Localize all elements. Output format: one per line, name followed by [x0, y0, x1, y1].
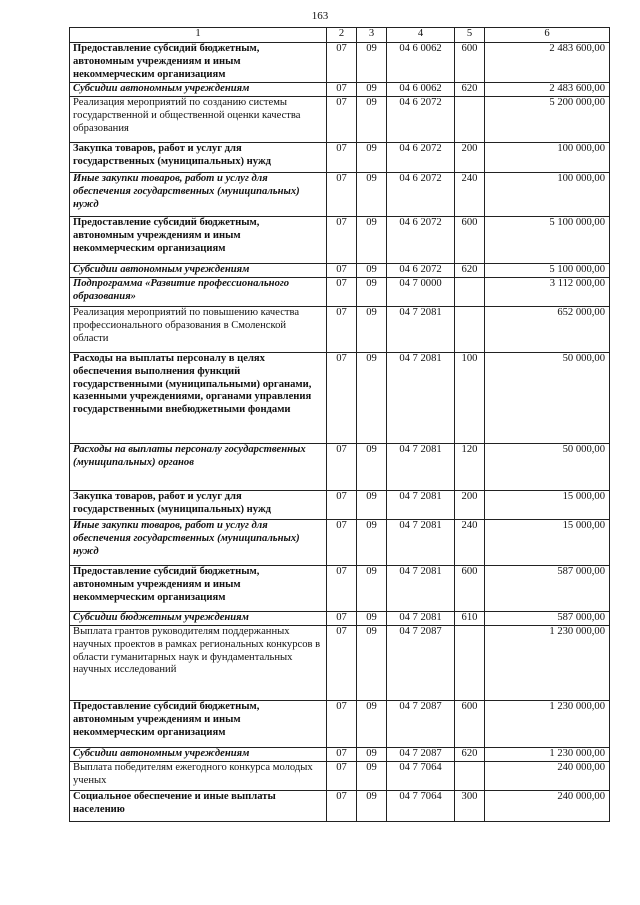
section-cell: 07	[327, 83, 357, 97]
amount-cell: 240 000,00	[485, 791, 610, 822]
row-name-cell: Иные закупки товаров, работ и услуг для обеспечения государственных (муниципальных) нужд	[70, 173, 327, 217]
amount-cell: 3 112 000,00	[485, 278, 610, 307]
expense-type-cell: 100	[455, 353, 485, 444]
amount-cell: 5 100 000,00	[485, 217, 610, 264]
target-code-cell: 04 7 2081	[387, 444, 455, 491]
expense-type-cell: 240	[455, 173, 485, 217]
target-code-cell: 04 7 0000	[387, 278, 455, 307]
subsection-cell: 09	[357, 173, 387, 217]
subsection-cell: 09	[357, 278, 387, 307]
row-name-cell: Предоставление субсидий бюджетным, автономным учреждениям и иным некоммерческим организациям	[70, 43, 327, 83]
target-code-cell: 04 6 2072	[387, 217, 455, 264]
table-row	[70, 444, 610, 491]
amount-cell: 587 000,00	[485, 612, 610, 626]
target-code-cell: 04 7 2087	[387, 626, 455, 701]
section-cell: 07	[327, 520, 357, 566]
amount-cell: 2 483 600,00	[485, 83, 610, 97]
subsection-cell: 09	[357, 444, 387, 491]
subsection-cell: 09	[357, 791, 387, 822]
subsection-cell: 09	[357, 491, 387, 520]
table-row	[70, 143, 610, 173]
table-row	[70, 701, 610, 748]
section-cell: 07	[327, 173, 357, 217]
row-name-cell: Выплата грантов руководителям поддержанных научных проектов в рамках региональных конкурсов в области гуманитарных наук и фундаментальных научных исследований	[70, 626, 327, 701]
section-cell: 07	[327, 791, 357, 822]
target-code-cell: 04 6 0062	[387, 43, 455, 83]
table-row	[70, 97, 610, 143]
row-name-cell: Реализация мероприятий по повышению качества профессионального образования в Смоленской области	[70, 307, 327, 353]
expense-type-cell: 600	[455, 566, 485, 612]
target-code-cell: 04 7 2087	[387, 701, 455, 748]
column-header: 1	[70, 28, 327, 43]
amount-cell: 5 100 000,00	[485, 264, 610, 278]
subsection-cell: 09	[357, 701, 387, 748]
table-row	[70, 43, 610, 83]
amount-cell: 100 000,00	[485, 143, 610, 173]
table-row	[70, 264, 610, 278]
table-row	[70, 520, 610, 566]
subsection-cell: 09	[357, 143, 387, 173]
target-code-cell: 04 7 7064	[387, 791, 455, 822]
amount-cell: 100 000,00	[485, 173, 610, 217]
column-header: 2	[327, 28, 357, 43]
expense-type-cell: 600	[455, 217, 485, 264]
target-code-cell: 04 7 2087	[387, 748, 455, 762]
target-code-cell: 04 7 2081	[387, 612, 455, 626]
section-cell: 07	[327, 353, 357, 444]
section-cell: 07	[327, 566, 357, 612]
expense-type-cell	[455, 626, 485, 701]
row-name-cell: Субсидии автономным учреждениям	[70, 748, 327, 762]
section-cell: 07	[327, 491, 357, 520]
table-row	[70, 278, 610, 307]
table-row	[70, 566, 610, 612]
subsection-cell: 09	[357, 748, 387, 762]
subsection-cell: 09	[357, 520, 387, 566]
expense-type-cell: 200	[455, 143, 485, 173]
expense-type-cell: 240	[455, 520, 485, 566]
section-cell: 07	[327, 143, 357, 173]
section-cell: 07	[327, 264, 357, 278]
section-cell: 07	[327, 43, 357, 83]
section-cell: 07	[327, 626, 357, 701]
expense-type-cell: 620	[455, 264, 485, 278]
row-name-cell: Закупка товаров, работ и услуг для государственных (муниципальных) нужд	[70, 491, 327, 520]
expense-type-cell: 620	[455, 83, 485, 97]
amount-cell: 1 230 000,00	[485, 701, 610, 748]
target-code-cell: 04 7 7064	[387, 762, 455, 791]
table-row	[70, 353, 610, 444]
table-row	[70, 491, 610, 520]
row-name-cell: Субсидии автономным учреждениям	[70, 264, 327, 278]
amount-cell: 652 000,00	[485, 307, 610, 353]
table-row	[70, 612, 610, 626]
section-cell: 07	[327, 217, 357, 264]
target-code-cell: 04 7 2081	[387, 491, 455, 520]
row-name-cell: Предоставление субсидий бюджетным, автономным учреждениям и иным некоммерческим организациям	[70, 217, 327, 264]
subsection-cell: 09	[357, 264, 387, 278]
section-cell: 07	[327, 701, 357, 748]
amount-cell: 15 000,00	[485, 520, 610, 566]
expense-type-cell: 120	[455, 444, 485, 491]
target-code-cell: 04 7 2081	[387, 566, 455, 612]
subsection-cell: 09	[357, 626, 387, 701]
amount-cell: 50 000,00	[485, 353, 610, 444]
subsection-cell: 09	[357, 217, 387, 264]
amount-cell: 1 230 000,00	[485, 748, 610, 762]
amount-cell: 15 000,00	[485, 491, 610, 520]
section-cell: 07	[327, 762, 357, 791]
expense-type-cell: 620	[455, 748, 485, 762]
row-name-cell: Расходы на выплаты персоналу в целях обеспечения выполнения функций государственными (муниципальными) органами, казенными учреждениями, органами управления государственными внебюджетными фондами	[70, 353, 327, 444]
expense-type-cell: 600	[455, 43, 485, 83]
target-code-cell: 04 6 2072	[387, 97, 455, 143]
section-cell: 07	[327, 444, 357, 491]
table-row	[70, 626, 610, 701]
amount-cell: 50 000,00	[485, 444, 610, 491]
expense-type-cell: 600	[455, 701, 485, 748]
target-code-cell: 04 6 0062	[387, 83, 455, 97]
target-code-cell: 04 6 2072	[387, 264, 455, 278]
section-cell: 07	[327, 612, 357, 626]
expense-type-cell: 610	[455, 612, 485, 626]
expense-type-cell	[455, 762, 485, 791]
table-body	[70, 43, 610, 822]
column-header: 4	[387, 28, 455, 43]
target-code-cell: 04 7 2081	[387, 520, 455, 566]
subsection-cell: 09	[357, 97, 387, 143]
page-number: 163	[311, 10, 329, 22]
section-cell: 07	[327, 748, 357, 762]
expense-type-cell	[455, 97, 485, 143]
row-name-cell: Субсидии бюджетным учреждениям	[70, 612, 327, 626]
table-row	[70, 791, 610, 822]
amount-cell: 1 230 000,00	[485, 626, 610, 701]
row-name-cell: Субсидии автономным учреждениям	[70, 83, 327, 97]
target-code-cell: 04 7 2081	[387, 353, 455, 444]
amount-cell: 587 000,00	[485, 566, 610, 612]
expense-type-cell	[455, 278, 485, 307]
amount-cell: 2 483 600,00	[485, 43, 610, 83]
subsection-cell: 09	[357, 612, 387, 626]
row-name-cell: Выплата победителям ежегодного конкурса молодых ученых	[70, 762, 327, 791]
row-name-cell: Предоставление субсидий бюджетным, автономным учреждениям и иным некоммерческим организациям	[70, 566, 327, 612]
section-cell: 07	[327, 307, 357, 353]
subsection-cell: 09	[357, 307, 387, 353]
target-code-cell: 04 6 2072	[387, 173, 455, 217]
row-name-cell: Реализация мероприятий по созданию системы государственной и общественной оценки качества образования	[70, 97, 327, 143]
expense-type-cell	[455, 307, 485, 353]
row-name-cell: Расходы на выплаты персоналу государственных (муниципальных) органов	[70, 444, 327, 491]
target-code-cell: 04 7 2081	[387, 307, 455, 353]
budget-table	[69, 27, 610, 822]
section-cell: 07	[327, 278, 357, 307]
table-row	[70, 762, 610, 791]
table-header-row	[70, 28, 610, 43]
column-header: 3	[357, 28, 387, 43]
subsection-cell: 09	[357, 566, 387, 612]
subsection-cell: 09	[357, 43, 387, 83]
row-name-cell: Предоставление субсидий бюджетным, автономным учреждениям и иным некоммерческим организациям	[70, 701, 327, 748]
subsection-cell: 09	[357, 762, 387, 791]
amount-cell: 240 000,00	[485, 762, 610, 791]
target-code-cell: 04 6 2072	[387, 143, 455, 173]
row-name-cell: Социальное обеспечение и иные выплаты населению	[70, 791, 327, 822]
table-row	[70, 217, 610, 264]
section-cell: 07	[327, 97, 357, 143]
expense-type-cell: 300	[455, 791, 485, 822]
row-name-cell: Закупка товаров, работ и услуг для государственных (муниципальных) нужд	[70, 143, 327, 173]
table-row	[70, 748, 610, 762]
column-header: 5	[455, 28, 485, 43]
subsection-cell: 09	[357, 353, 387, 444]
table-row	[70, 173, 610, 217]
row-name-cell: Подпрограмма «Развитие профессионального образования»	[70, 278, 327, 307]
expense-type-cell: 200	[455, 491, 485, 520]
table-row	[70, 83, 610, 97]
column-header: 6	[485, 28, 610, 43]
subsection-cell: 09	[357, 83, 387, 97]
row-name-cell: Иные закупки товаров, работ и услуг для обеспечения государственных (муниципальных) нужд	[70, 520, 327, 566]
table-row	[70, 307, 610, 353]
amount-cell: 5 200 000,00	[485, 97, 610, 143]
